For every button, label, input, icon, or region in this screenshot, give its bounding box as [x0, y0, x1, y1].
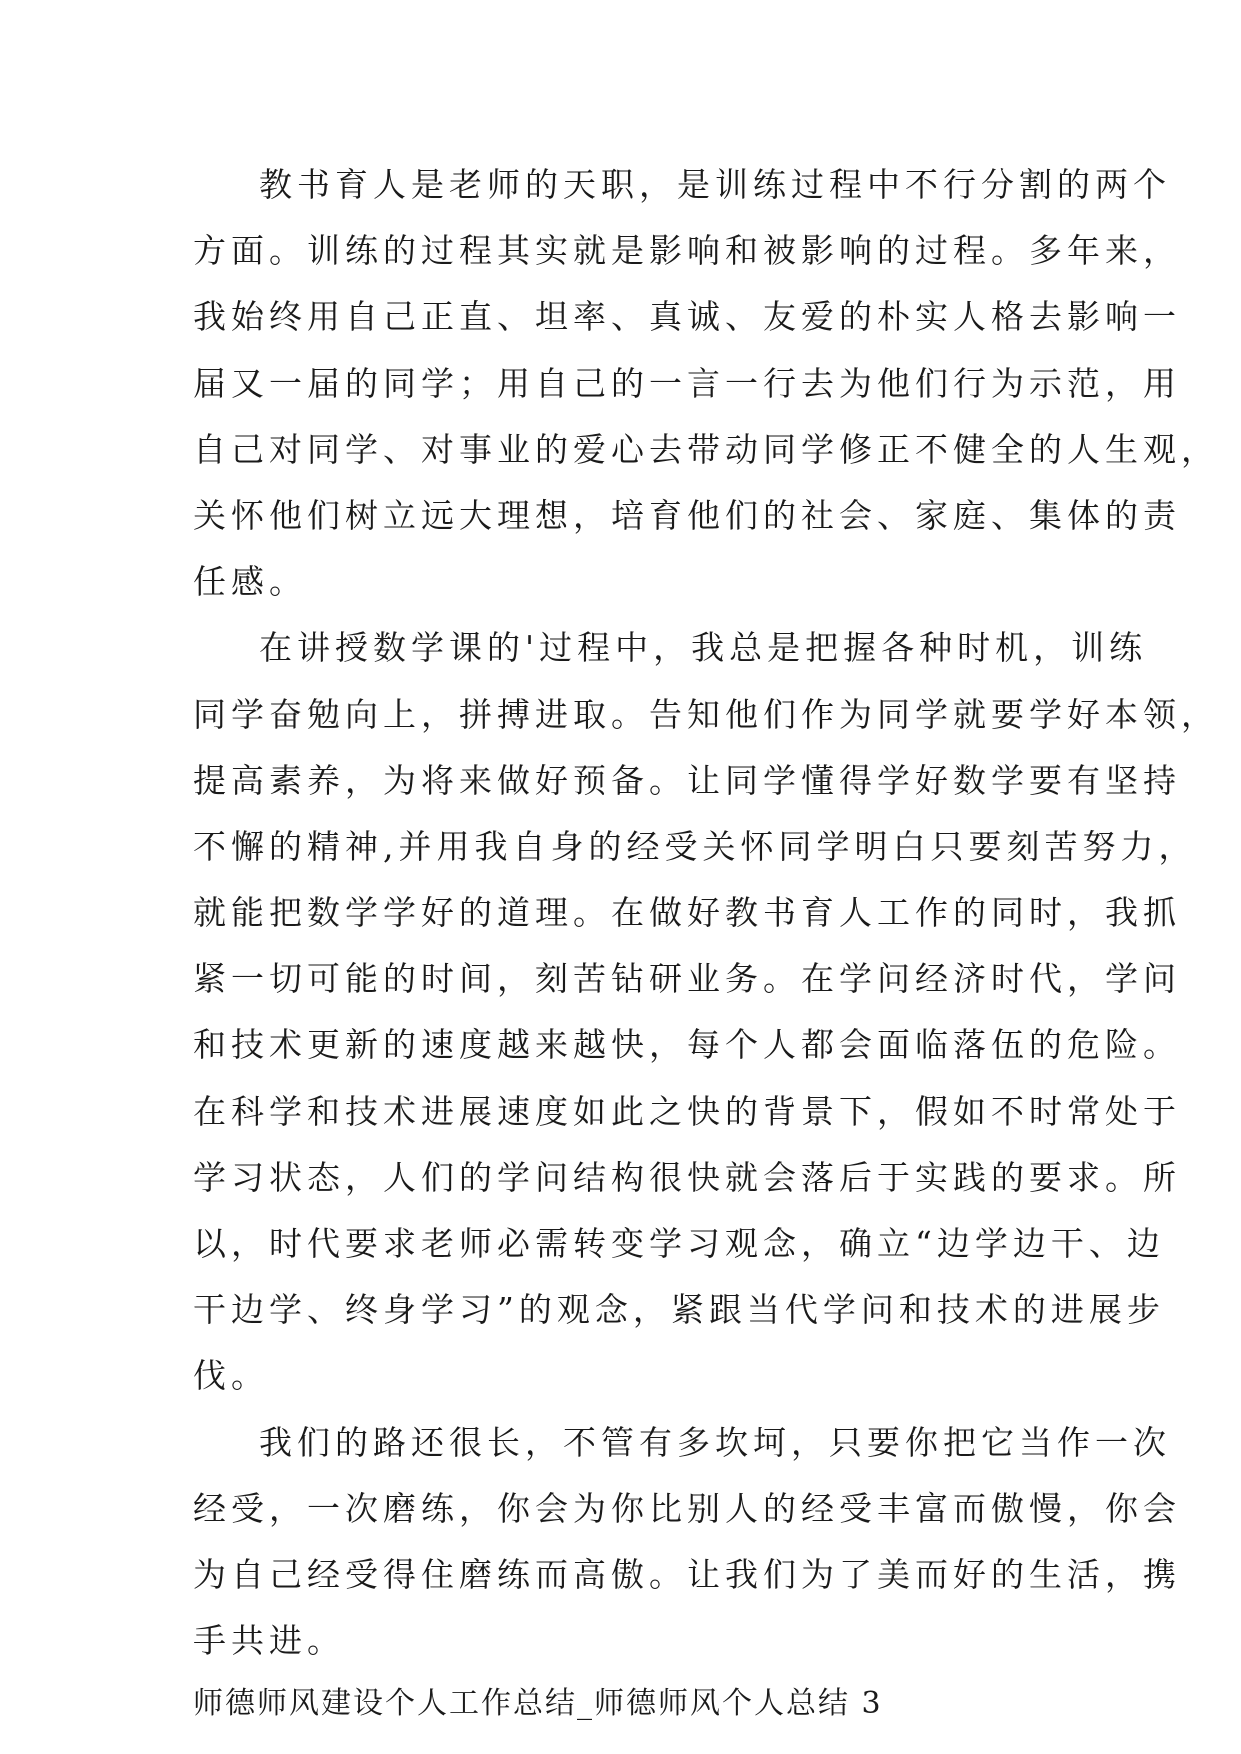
text-line: 提高素养，为将来做好预备。让同学懂得学好数学要有坚持 — [193, 760, 1181, 800]
text-line: 手共进。 — [193, 1621, 345, 1661]
text-line: 经受，一次磨练，你会为你比别人的经受丰富而傲慢，你会 — [193, 1488, 1181, 1528]
text-line: 不懈的精神,并用我自身的经受关怀同学明白只要刻苦努力， — [193, 826, 1197, 866]
text-line: 为自己经受得住磨练而高傲。让我们为了美而好的生活，携 — [193, 1554, 1181, 1594]
text-line: 在讲授数学课的'过程中，我总是把握各种时机，训练 — [259, 628, 1148, 668]
text-line: 在科学和技术进展速度如此之快的背景下，假如不时常处于 — [193, 1091, 1181, 1131]
text-line: 伐。 — [193, 1356, 269, 1396]
text-line: 学习状态，人们的学问结构很快就会落后于实践的要求。所 — [193, 1157, 1181, 1197]
text-line: 关怀他们树立远大理想，培育他们的社会、家庭、集体的责 — [193, 495, 1181, 535]
text-line: 和技术更新的速度越来越快，每个人都会面临落伍的危险。 — [193, 1025, 1181, 1065]
text-line: 我始终用自己正直、坦率、真诚、友爱的朴实人格去影响一 — [193, 297, 1181, 337]
text-line: 届又一届的同学；用自己的一言一行去为他们行为示范，用 — [193, 363, 1181, 403]
text-line: 自己对同学、对事业的爱心去带动同学修正不健全的人生观， — [193, 429, 1219, 469]
text-line: 就能把数学学好的道理。在做好教书育人工作的同时，我抓 — [193, 893, 1181, 933]
section-heading: 师德师风建设个人工作总结_师德师风个人总结 3 — [193, 1686, 883, 1722]
document-page — [193, 152, 1219, 1732]
paragraph — [193, 1410, 1181, 1675]
text-line: 紧一切可能的时间，刻苦钻研业务。在学问经济时代，学问 — [193, 959, 1181, 999]
paragraph — [193, 152, 1219, 615]
text-line: 以，时代要求老师必需转变学习观念，确立“边学边干、边 — [193, 1224, 1165, 1263]
text-line: 同学奋勉向上，拼搏进取。告知他们作为同学就要学好本领， — [193, 694, 1219, 734]
text-line: 任感。 — [193, 562, 307, 602]
text-line: 教书育人是老师的天职，是训练过程中不行分割的两个 — [259, 165, 1171, 204]
text-line: 我们的路还很长，不管有多坎坷，只要你把它当作一次 — [259, 1422, 1171, 1462]
paragraph — [193, 615, 1219, 1409]
text-line: 方面。训练的过程其实就是影响和被影响的过程。多年来， — [193, 231, 1181, 271]
text-line: 干边学、终身学习”的观念，紧跟当代学问和技术的进展步 — [193, 1290, 1165, 1330]
